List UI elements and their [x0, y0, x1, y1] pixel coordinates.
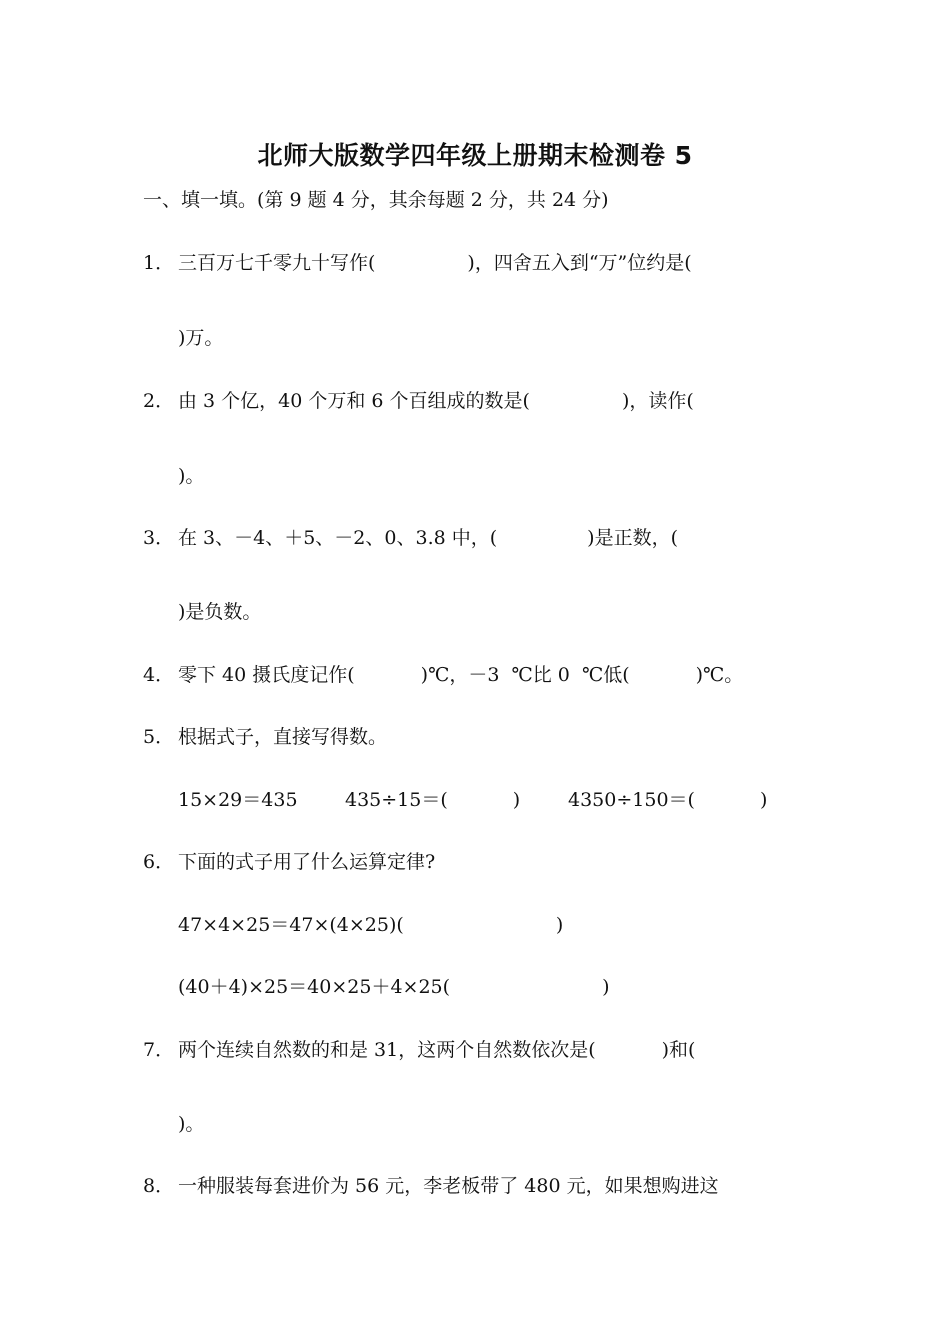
expr-text: ) [512, 789, 521, 811]
question-text: 下面的式子用了什么运算定律? [178, 851, 436, 873]
question-text: )。 [178, 1113, 205, 1135]
question-7 [143, 1036, 695, 1064]
question-5-expr-3 [568, 786, 767, 814]
question-3 [143, 524, 678, 552]
expr-text: ) [555, 914, 564, 936]
question-number: 4． [143, 664, 175, 686]
question-text: )，读作( [621, 390, 694, 412]
question-text: )是正数，( [587, 527, 678, 549]
question-7-cont [178, 1110, 204, 1138]
question-number: 6． [143, 851, 175, 873]
question-5-expr-2 [345, 786, 520, 814]
question-2 [143, 387, 694, 415]
expr-text: 4350÷150＝( [568, 789, 695, 811]
question-6-expr-1 [178, 911, 563, 939]
expr-text: ) [602, 976, 610, 998]
question-text: )和( [661, 1039, 696, 1061]
question-6 [143, 848, 435, 876]
question-text: )℃。 [695, 664, 744, 686]
expr-text: (40＋4)×25＝40×25＋4×25( [178, 976, 451, 998]
question-number: 7． [143, 1039, 175, 1061]
question-text: 在 3、－4、＋5、－2、0、3.8 中，( [178, 527, 498, 549]
question-text: )℃，－3 ℃比 0 ℃低( [420, 664, 630, 686]
question-number: 5． [143, 726, 175, 748]
section-heading: 一、填一填。(第 9 题 4 分，其余每题 2 分，共 24 分) [143, 189, 609, 211]
question-number: 3． [143, 527, 175, 549]
page-title: 北师大版数学四年级上册期末检测卷 5 [257, 141, 693, 170]
question-2-cont [178, 462, 204, 490]
question-text: )。 [178, 465, 205, 487]
question-text: )是负数。 [178, 601, 262, 623]
expr-text: 435÷15＝( [345, 789, 448, 811]
question-number: 1． [143, 252, 175, 274]
question-number: 8． [143, 1175, 175, 1197]
question-8 [143, 1172, 719, 1200]
question-5-expr-1: 15×29＝435 [178, 789, 298, 811]
question-5 [143, 723, 387, 751]
question-6-expr-2 [178, 973, 609, 1001]
question-text: 三百万七千零九十写作( [178, 252, 376, 274]
question-text: 两个连续自然数的和是 31，这两个自然数依次是( [178, 1039, 596, 1061]
question-text: 一种服装每套进价为 56 元，李老板带了 480 元，如果想购进这 [178, 1175, 719, 1197]
question-number: 2． [143, 390, 175, 412]
question-text: )万。 [178, 327, 224, 349]
expr-text: ) [759, 789, 768, 811]
question-text: 零下 40 摄氏度记作( [178, 664, 355, 686]
question-text: )，四舍五入到“万”位约是( [467, 252, 692, 274]
question-text: 根据式子，直接写得数。 [178, 726, 388, 748]
question-text: 由 3 个亿，40 个万和 6 个百组成的数是( [178, 390, 530, 412]
question-1-cont [178, 324, 223, 352]
question-1 [143, 249, 692, 277]
question-4 [143, 661, 743, 689]
expr-text: 47×4×25＝47×(4×25)( [178, 914, 404, 936]
question-3-cont [178, 598, 261, 626]
